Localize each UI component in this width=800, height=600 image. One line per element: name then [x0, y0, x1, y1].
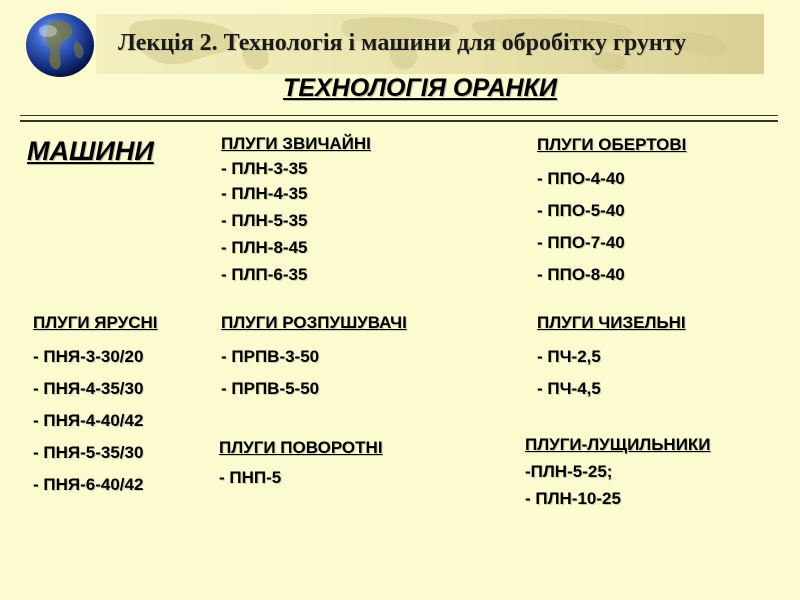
list-item: - ППО-4-40: [537, 169, 625, 188]
list-item: - ПНЯ-3-30/20: [33, 347, 144, 366]
group-heading: ПЛУГИ РОЗПУШУВАЧІ: [221, 313, 407, 332]
machines-label: МАШИНИ: [27, 136, 154, 166]
divider-line: [20, 115, 778, 116]
group-rotary-plows: [219, 433, 383, 494]
page-title: ТЕХНОЛОГІЯ ОРАНКИ: [283, 74, 557, 102]
list-item: - ПНЯ-4-40/42: [33, 411, 144, 430]
list-item: - ПНЯ-5-35/30: [33, 443, 144, 462]
list-item: - ПРПВ-5-50: [221, 379, 320, 398]
group-heading: ПЛУГИ-ЛУЩИЛЬНИКИ: [525, 435, 711, 454]
list-item: - ПЛН-8-45: [221, 238, 308, 257]
group-heading: ПЛУГИ ЯРУСНІ: [33, 313, 158, 332]
globe-icon: [24, 11, 96, 79]
list-item: - ППО-8-40: [537, 265, 625, 284]
list-item: - ПНЯ-4-35/30: [33, 379, 144, 398]
list-item: - ПРПВ-3-50: [221, 347, 320, 366]
group-heading: ПЛУГИ ЗВИЧАЙНІ: [221, 134, 371, 153]
group-conventional-plows: [221, 130, 371, 288]
list-item: -ПЛН-5-25;: [525, 462, 613, 481]
list-item: - ПЛН-3-35: [221, 159, 308, 178]
list-item: - ПЧ-2,5: [537, 347, 601, 366]
list-item: - ПНП-5: [219, 468, 282, 487]
list-item: - ПЛН-10-25: [525, 489, 621, 508]
list-item: - ППО-7-40: [537, 233, 625, 252]
group-heading: ПЛУГИ ЧИЗЕЛЬНІ: [537, 313, 686, 332]
group-disc-hulling-plows: [525, 431, 711, 512]
group-heading: ПЛУГИ ПОВОРОТНІ: [219, 438, 383, 457]
list-item: - ПЛН-5-35: [221, 211, 308, 230]
list-item: - ПЛП-6-35: [221, 265, 308, 284]
list-item: - ПНЯ-6-40/42: [33, 475, 144, 494]
group-heading: ПЛУГИ ОБЕРТОВІ: [537, 135, 687, 154]
group-loosening-plows: [221, 308, 407, 405]
group-tiered-plows: [33, 308, 158, 501]
group-chisel-plows: [537, 308, 686, 405]
list-item: - ППО-5-40: [537, 201, 625, 220]
list-item: - ПЧ-4,5: [537, 379, 601, 398]
divider-line-thick: [20, 120, 778, 122]
lecture-title: Лекція 2. Технологія і машини для обробітку грунту: [118, 30, 687, 56]
list-item: - ПЛН-4-35: [221, 184, 308, 203]
group-reversible-plows: [537, 130, 686, 291]
